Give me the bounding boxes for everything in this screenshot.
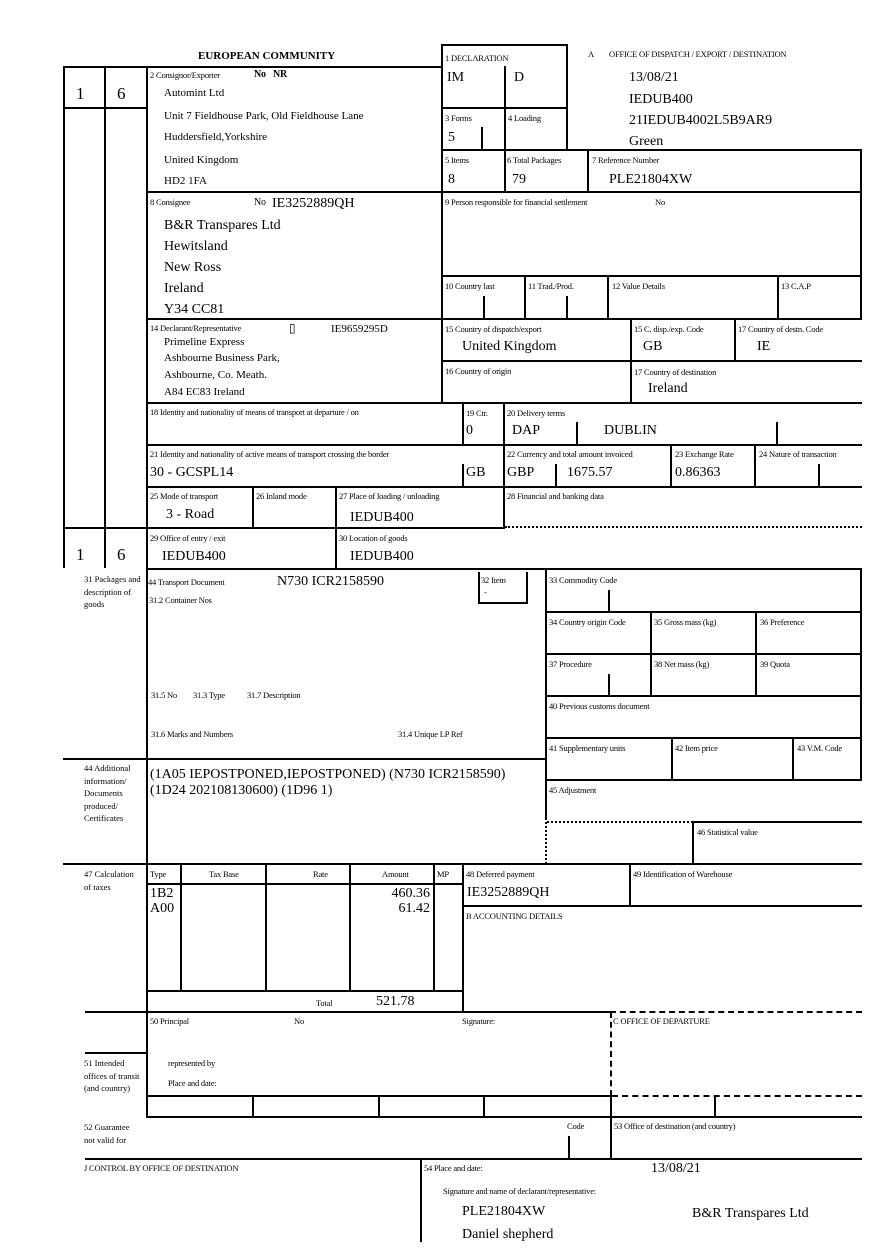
deferred-payment-value: IE3252889QH (467, 885, 550, 900)
exchange-rate: 0.86363 (675, 465, 721, 480)
box29-label: 29 Office of entry / exit (150, 533, 226, 543)
consignor-number: NR (273, 69, 288, 80)
box53-label: 53 Office of destination (and country) (614, 1121, 736, 1131)
consignor-name: Automint Ltd (164, 87, 225, 99)
border (462, 905, 862, 907)
dashed-border (612, 1095, 862, 1097)
declarant-checkbox[interactable]: ▯ (289, 321, 296, 335)
box-a-route: Green (629, 134, 664, 149)
subfield-label-no: 31.5 No (151, 690, 177, 700)
country-of-destination: Ireland (648, 381, 688, 396)
box49-label: 49 Identification of Warehouse (633, 869, 733, 879)
border (692, 821, 694, 865)
declarant-address-3: A84 EC83 Ireland (164, 386, 245, 398)
box1-label: 1 DECLARATION (445, 53, 509, 63)
container-nos-label: 31.2 Container Nos (149, 595, 212, 605)
side-copy-number: 1 (76, 84, 85, 103)
destination-code: IE (757, 339, 771, 354)
box22-label: 22 Currency and total amount invoiced (507, 449, 633, 459)
box10-label: 10 Country last (445, 281, 495, 291)
box46-label: 46 Statistical value (697, 827, 758, 837)
transport-document-value: N730 ICR2158590 (277, 574, 384, 589)
subfield-label-type: 31.3 Type (193, 690, 225, 700)
border (85, 1052, 147, 1054)
total-packages-value: 79 (512, 172, 526, 187)
box27-label: 27 Place of loading / unloading (339, 491, 440, 501)
border (63, 758, 547, 760)
border (63, 527, 505, 529)
border (85, 1158, 862, 1160)
box8-label: 8 Consignee (150, 197, 191, 207)
box26-label: 26 Inland mode (256, 491, 307, 501)
dashed-border (610, 1012, 612, 1096)
box12-label: 12 Value Details (612, 281, 665, 291)
side-copy-count: 6 (117, 84, 126, 103)
subfield-label-description: 31.7 Description (247, 690, 301, 700)
box32-label: 32 Item (481, 575, 506, 585)
box9-label: 9 Person responsible for financial settlement (445, 197, 588, 207)
box34-label: 34 Country origin Code (549, 617, 626, 627)
border (566, 44, 568, 150)
border (63, 66, 65, 568)
box7-label: 7 Reference Number (592, 155, 660, 165)
border (860, 149, 862, 319)
box45-label: 45 Adjustment (549, 785, 597, 795)
item-value: - (484, 587, 487, 597)
control-office-destination-label: J CONTROL BY OFFICE OF DESTINATION (84, 1163, 239, 1173)
tax-row-type: A00 (150, 901, 175, 916)
border (481, 127, 483, 150)
border (146, 318, 862, 320)
tax-header-type: Type (150, 869, 167, 879)
box54-label: 54 Place and date: (424, 1163, 483, 1173)
box38-label: 38 Net mass (kg) (654, 659, 710, 669)
tax-header-mp: MP (437, 869, 449, 879)
box41-label: 41 Supplementary units (549, 743, 626, 753)
border (503, 402, 505, 528)
declarant-address-1: Ashbourne Business Park, (164, 352, 280, 364)
box18-label: 18 Identity and nationality of means of transport at departure / on (150, 407, 359, 417)
consignor-address-2: Huddersfield,Yorkshire (164, 131, 268, 143)
tax-total-label: Total (316, 998, 333, 1008)
border (576, 422, 578, 445)
guarantee-code-label: Code (567, 1121, 585, 1131)
border (146, 1116, 862, 1118)
box44-side-label: 44 Additional information/ Documents produced/ Certificates (84, 763, 131, 823)
tax-row-type: 1B2 (150, 886, 174, 901)
dotted-border (505, 526, 862, 528)
border (545, 737, 862, 739)
marks-numbers-label: 31.6 Marks and Numbers (151, 729, 234, 739)
box19-label: 19 Ctr. (466, 408, 488, 418)
border (526, 572, 528, 604)
declarant-id: IE9659295D (331, 323, 388, 335)
additional-info-line-2: (1D24 202108130600) (1D96 1) (150, 783, 333, 798)
box20-label: 20 Delivery terms (507, 408, 565, 418)
invoice-currency: GBP (507, 465, 535, 480)
signature-name-label: Signature and name of declarant/representative: (443, 1186, 596, 1196)
border (608, 674, 610, 696)
border (146, 191, 862, 193)
consignee-address-1: Hewitsland (164, 239, 228, 254)
border (545, 695, 862, 697)
border (483, 296, 485, 319)
delivery-terms-code: DAP (512, 423, 541, 438)
border (734, 318, 736, 361)
consignor-postcode: HD2 1FA (164, 175, 207, 187)
border (478, 572, 480, 604)
box35-label: 35 Gross mass (kg) (654, 617, 717, 627)
border (441, 107, 568, 109)
border (504, 66, 506, 192)
box2-label: 2 Consignor/Exporter (150, 70, 220, 80)
location-of-goods: IEDUB400 (350, 549, 414, 564)
box31-side-label: 31 Packages and description of goods (84, 574, 141, 609)
additional-info-line-1: (1A05 IEPOSTPONED,IEPOSTPONED) (N730 ICR2158590) (150, 767, 506, 782)
active-transport-country: GB (466, 465, 486, 480)
border (777, 275, 779, 319)
box-a-title: OFFICE OF DISPATCH / EXPORT / DESTINATION (609, 49, 787, 59)
dashed-border (610, 1011, 862, 1013)
office-of-departure-label: C OFFICE OF DEPARTURE (613, 1016, 710, 1026)
border (441, 44, 568, 46)
declaration-subtype: D (514, 70, 525, 85)
tax-row-amount: 61.42 (398, 901, 430, 916)
consignee-address-2: New Ross (164, 260, 222, 275)
border (607, 275, 609, 319)
box37-label: 37 Procedure (549, 659, 592, 669)
border (146, 568, 148, 1012)
box33-label: 33 Commodity Code (549, 575, 617, 585)
declaration-type: IM (447, 70, 465, 85)
form-title: EUROPEAN COMMUNITY (198, 50, 336, 62)
box48-label: 48 Deferred payment (466, 869, 535, 879)
box13-label: 13 C.A.P (781, 281, 811, 291)
box28-label: 28 Financial and banking data (507, 491, 604, 501)
border (776, 422, 778, 445)
box24-label: 24 Nature of transaction (759, 449, 837, 459)
active-transport: 30 - GCSPL14 (150, 465, 234, 480)
consignor-address-1: Unit 7 Fieldhouse Park, Old Fieldhouse Lane (164, 110, 364, 122)
border (378, 1095, 380, 1117)
border (545, 779, 862, 781)
border (545, 653, 862, 655)
mode-of-transport: 3 - Road (166, 507, 215, 522)
tax-row-amount: 460.36 (391, 886, 430, 901)
box8-no-label: No (254, 197, 266, 208)
box6-label: 6 Total Packages (507, 155, 562, 165)
box15c-label: 15 C. disp./exp. Code (634, 324, 704, 334)
border (754, 444, 756, 487)
box15-label: 15 Country of dispatch/export (445, 324, 542, 334)
dotted-border (547, 821, 693, 823)
box50-label: 50 Principal (150, 1016, 189, 1026)
represented-by-label: represented by (168, 1058, 215, 1068)
box52-side-label: 52 Guarantee not valid for (84, 1122, 130, 1145)
box47-side-label: 47 Calculation of taxes (84, 869, 134, 892)
border (483, 1095, 485, 1117)
consignor-country: United Kingdom (164, 154, 239, 166)
box4-label: 4 Loading (508, 113, 541, 123)
consignee-name: B&R Transpares Ltd (164, 218, 281, 233)
box-a-mrn: 21IEDUB4002L5B9AR9 (629, 113, 773, 128)
dispatch-code: GB (643, 339, 663, 354)
unique-lp-ref-label: 31.4 Unique LP Ref (398, 729, 463, 739)
border (441, 360, 862, 362)
border (478, 602, 528, 604)
country-of-dispatch: United Kingdom (462, 339, 557, 354)
border (714, 1095, 716, 1117)
declarant-address-2: Ashbourne, Co. Meath. (164, 369, 267, 381)
items-value: 8 (448, 172, 455, 187)
box42-label: 42 Item price (675, 743, 718, 753)
tax-header-tax-base: Tax Base (209, 869, 239, 879)
box11-label: 11 Trad./Prod. (528, 281, 574, 291)
border (252, 486, 254, 528)
delivery-terms-place: DUBLIN (604, 423, 657, 438)
box-a-office: IEDUB400 (629, 92, 693, 107)
box16-label: 16 Country of origin (445, 366, 512, 376)
transport-document-label: 44 Transport Document (148, 577, 225, 587)
border (545, 568, 547, 820)
container-indicator: 0 (466, 423, 473, 438)
border (524, 275, 526, 319)
border (792, 737, 794, 780)
box39-label: 39 Quota (760, 659, 790, 669)
border (420, 1158, 422, 1242)
invoice-amount: 1675.57 (567, 465, 613, 480)
border (818, 464, 820, 487)
border (566, 296, 568, 319)
border (671, 737, 673, 780)
tax-header-rate: Rate (313, 869, 328, 879)
side-copy-count-bottom: 6 (117, 545, 126, 564)
accounting-details-label: B ACCOUNTING DETAILS (466, 911, 563, 921)
dotted-border (545, 822, 547, 864)
box21-label: 21 Identity and nationality of active means of transport crossing the border (150, 449, 390, 459)
border (462, 402, 464, 446)
border (146, 568, 862, 570)
consignee-postcode: Y34 CC81 (164, 302, 225, 317)
signatory-company: B&R Transpares Ltd (692, 1206, 809, 1221)
border (692, 821, 862, 823)
box-a-date: 13/08/21 (629, 70, 679, 85)
border (85, 1011, 612, 1013)
box36-label: 36 Preference (760, 617, 805, 627)
border (568, 1136, 570, 1158)
border (104, 66, 106, 568)
declarant-name: Primeline Express (164, 336, 245, 348)
border (146, 1011, 148, 1117)
box9-no-label: No (655, 197, 665, 207)
border (555, 464, 557, 487)
border (252, 1095, 254, 1117)
border (441, 275, 862, 277)
signatory-reference: PLE21804XW (462, 1204, 546, 1219)
box17-label: 17 Country of destination (634, 367, 717, 377)
box23-label: 23 Exchange Rate (675, 449, 734, 459)
box17c-label: 17 Country of destn. Code (738, 324, 823, 334)
declaration-date: 13/08/21 (651, 1161, 701, 1176)
box5-label: 5 Items (445, 155, 469, 165)
tax-total-value: 521.78 (376, 994, 415, 1009)
box25-label: 25 Mode of transport (150, 491, 219, 501)
border (462, 464, 464, 487)
border (146, 883, 463, 885)
forms-value: 5 (448, 130, 455, 145)
border (629, 863, 631, 907)
box50-no-label: No (294, 1016, 304, 1026)
border (610, 1095, 612, 1159)
box3-label: 3 Forms (445, 113, 472, 123)
box14-label: 14 Declarant/Representative (150, 323, 242, 333)
border (441, 191, 443, 403)
box50-signature-label: Signature: (462, 1016, 495, 1026)
border (63, 66, 443, 68)
border (670, 444, 672, 487)
border (545, 611, 862, 613)
box51-side-label: 51 Intended offices of transit (and country) (84, 1058, 140, 1093)
consignee-number: IE3252889QH (272, 196, 355, 211)
box-a-letter: A (588, 49, 594, 59)
box43-label: 43 V.M. Code (797, 743, 842, 753)
tax-header-amount: Amount (382, 869, 409, 879)
border (587, 149, 589, 192)
border (608, 590, 610, 612)
border (146, 66, 148, 568)
box40-label: 40 Previous customs document (549, 701, 650, 711)
border (860, 568, 862, 780)
reference-number-value: PLE21804XW (609, 172, 693, 187)
side-copy-number-bottom: 1 (76, 545, 85, 564)
office-of-entry: IEDUB400 (162, 549, 226, 564)
place-and-date-label: Place and date: (168, 1078, 217, 1088)
signatory-name: Daniel shepherd (462, 1227, 554, 1242)
consignee-country: Ireland (164, 281, 204, 296)
place-of-loading: IEDUB400 (350, 510, 414, 525)
border (146, 990, 463, 992)
box30-label: 30 Location of goods (339, 533, 408, 543)
box2-no-label: No (254, 69, 266, 80)
